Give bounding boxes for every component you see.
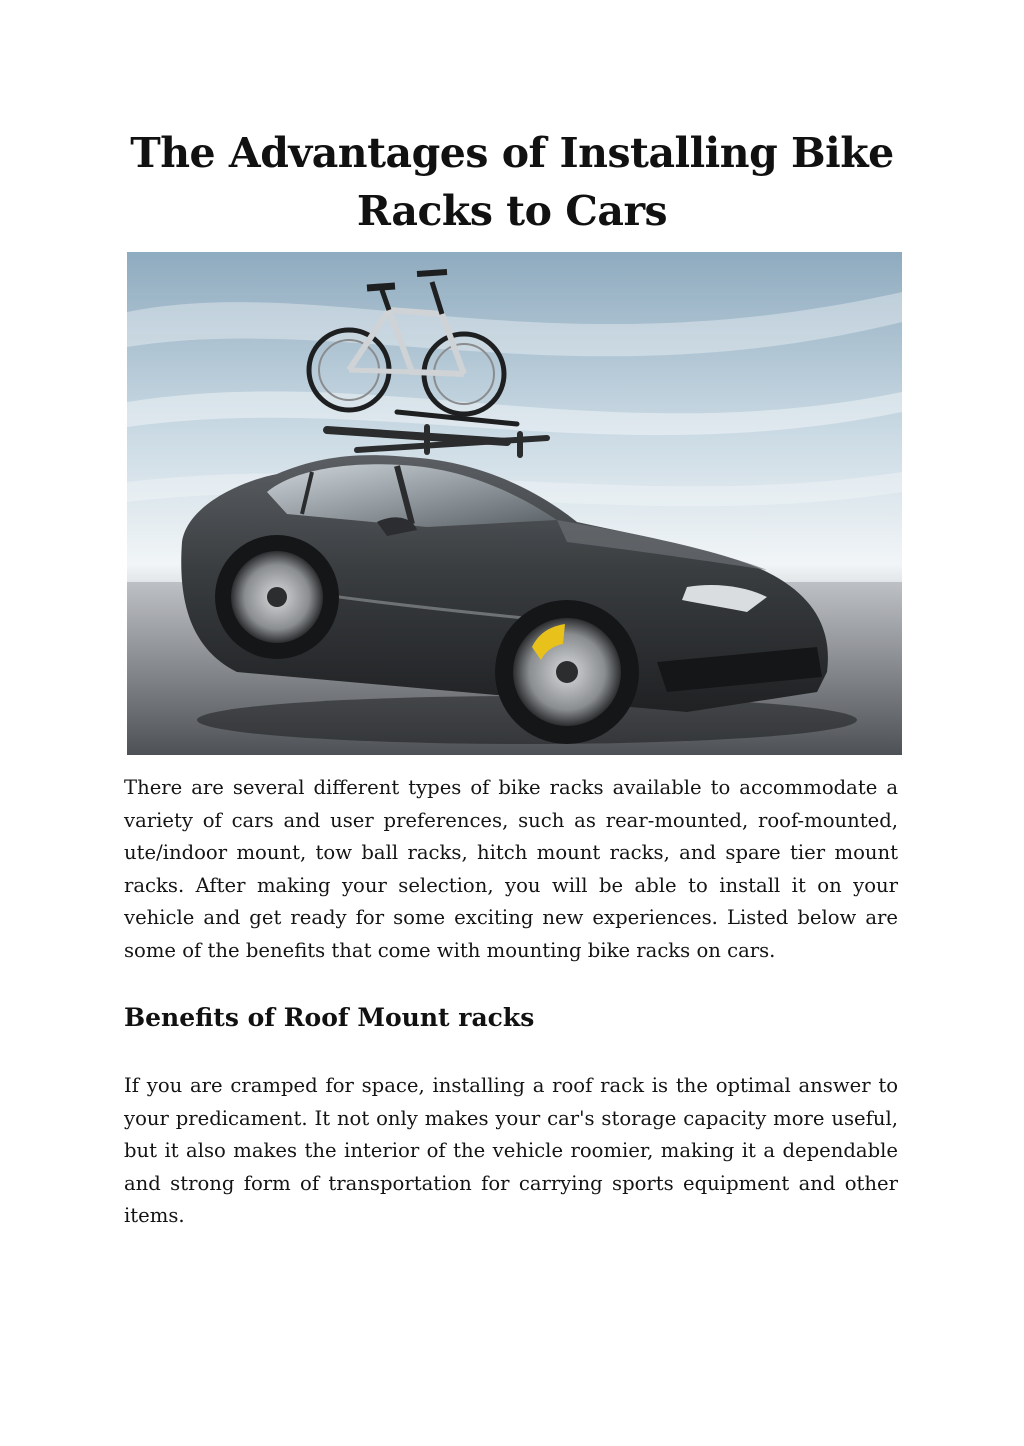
car-with-bike-illustration <box>127 252 902 755</box>
roof-mount-paragraph: If you are cramped for space, installing a roof rack is the optimal answer to your predicament. It not only makes your car's storage capacity more useful, but it also makes the interior of the vehicle roomier, making it a dependable and strong form of transportation for carrying sports equipment and other items. <box>124 1074 898 1227</box>
document-title: The Advantages of Installing Bike Racks to Cars <box>130 129 894 235</box>
rear-wheel <box>215 535 339 659</box>
section-heading: Benefits of Roof Mount racks <box>124 1003 535 1032</box>
front-wheel <box>495 600 639 744</box>
hero-image <box>127 252 902 755</box>
intro-paragraph: There are several different types of bike racks available to accommodate a variety of cars and user preferences, such as rear-mounted, roof-mounted, ute/indoor mount, tow ball racks, hitch mount racks, and spare tier mount racks. After making your selection, you will be able to install it on your vehicle and get ready for some exciting new experiences. Listed below are some of the benefits that come with mounting bike racks on cars. <box>124 776 898 962</box>
